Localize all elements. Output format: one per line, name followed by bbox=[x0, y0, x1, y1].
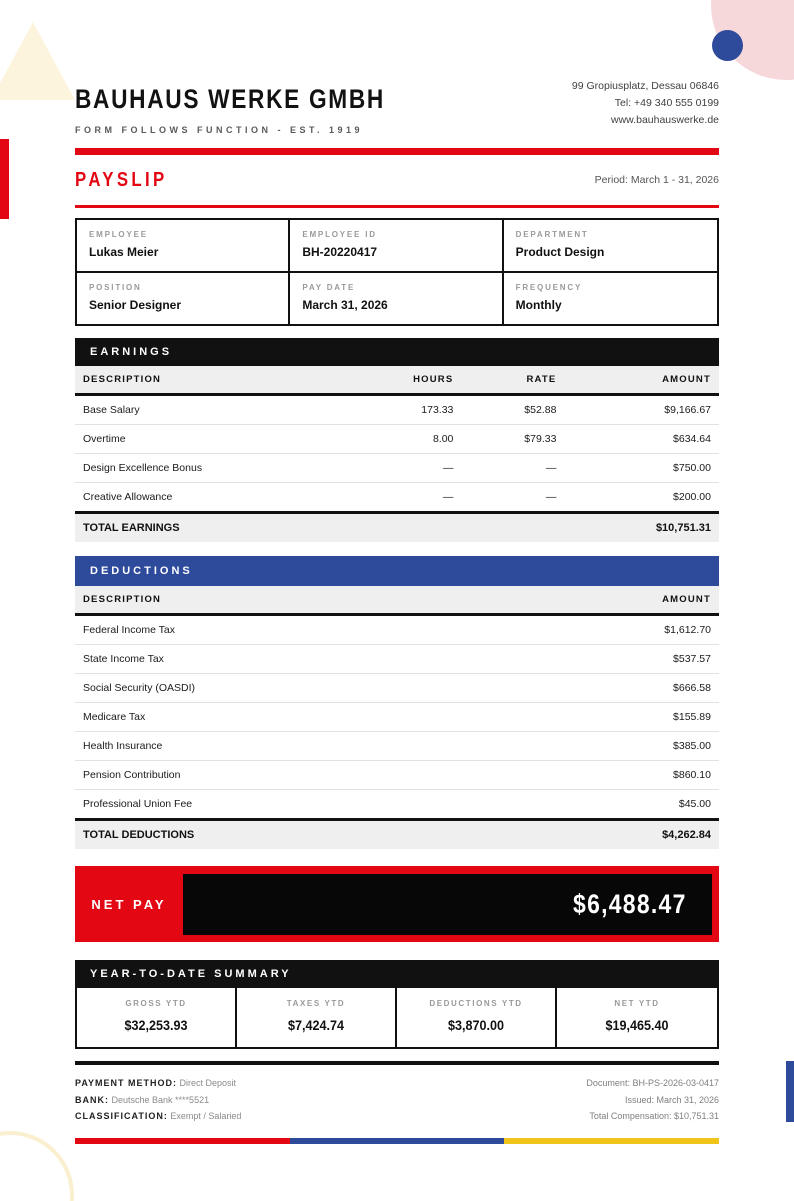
table-row bbox=[75, 483, 719, 513]
table-row bbox=[75, 395, 719, 425]
info-value: Monthly bbox=[515, 298, 562, 312]
deduction-amount: $155.89 bbox=[526, 703, 719, 732]
info-value: Senior Designer bbox=[89, 298, 182, 312]
deduction-description: Professional Union Fee bbox=[75, 790, 526, 820]
ytd-cell-gross bbox=[77, 988, 237, 1047]
deduction-amount: $45.00 bbox=[526, 790, 719, 820]
payment-method-line bbox=[75, 1075, 241, 1092]
ytd-cell-net bbox=[557, 988, 717, 1047]
ytd-section bbox=[75, 960, 719, 1049]
table-row bbox=[75, 732, 719, 761]
earning-hours: — bbox=[371, 454, 461, 483]
deduction-amount: $537.57 bbox=[526, 645, 719, 674]
company-block bbox=[75, 78, 444, 135]
company-contact bbox=[572, 78, 719, 129]
info-value: Lukas Meier bbox=[89, 245, 159, 259]
bank-label: BANK: bbox=[75, 1094, 109, 1105]
total-compensation: Total Compensation: $10,751.31 bbox=[589, 1111, 719, 1121]
column-header-description: DESCRIPTION bbox=[75, 366, 371, 395]
deductions-total-label: TOTAL DEDUCTIONS bbox=[75, 820, 526, 850]
deduction-description: Health Insurance bbox=[75, 732, 526, 761]
deduction-amount: $666.58 bbox=[526, 674, 719, 703]
info-label: PAY DATE bbox=[302, 283, 356, 292]
right-blue-bar-decoration bbox=[786, 1061, 794, 1122]
column-header-hours: HOURS bbox=[371, 366, 461, 395]
earnings-table bbox=[75, 366, 719, 542]
earnings-header-bar: EARNINGS bbox=[75, 338, 719, 366]
ytd-label: DEDUCTIONS YTD bbox=[429, 999, 523, 1008]
table-row bbox=[75, 674, 719, 703]
column-header-rate: RATE bbox=[461, 366, 564, 395]
deduction-description: Social Security (OASDI) bbox=[75, 674, 526, 703]
table-row bbox=[75, 761, 719, 790]
earnings-total-row bbox=[75, 513, 719, 543]
triangle-decoration bbox=[0, 22, 75, 100]
deduction-amount: $385.00 bbox=[526, 732, 719, 761]
bank-value: Deutsche Bank ****5521 bbox=[111, 1094, 210, 1105]
deductions-total-amount: $4,262.84 bbox=[526, 820, 719, 850]
tricolor-yellow-segment bbox=[504, 1138, 719, 1144]
earning-hours: — bbox=[371, 483, 461, 513]
info-label: DEPARTMENT bbox=[515, 230, 589, 239]
earning-amount: $750.00 bbox=[564, 454, 719, 483]
net-pay-banner bbox=[75, 866, 719, 942]
payment-method-value: Direct Deposit bbox=[179, 1078, 237, 1088]
company-name: BAUHAUS WERKE GMBH bbox=[75, 84, 385, 114]
page-title: PAYSLIP bbox=[75, 168, 168, 191]
ytd-cell-deductions bbox=[397, 988, 557, 1047]
info-label: FREQUENCY bbox=[515, 283, 583, 292]
table-row bbox=[75, 703, 719, 732]
column-header-description: DESCRIPTION bbox=[75, 586, 526, 615]
company-tagline: FORM FOLLOWS FUNCTION - EST. 1919 bbox=[75, 125, 364, 135]
table-row bbox=[75, 645, 719, 674]
company-website: www.bauhauswerke.de bbox=[611, 114, 719, 126]
table-row bbox=[75, 454, 719, 483]
deductions-header-bar: DEDUCTIONS bbox=[75, 556, 719, 586]
ytd-cell-taxes bbox=[237, 988, 397, 1047]
table-row bbox=[75, 790, 719, 820]
title-divider bbox=[75, 205, 719, 208]
employee-info-table bbox=[75, 218, 719, 326]
header bbox=[75, 0, 719, 135]
deduction-description: Medicare Tax bbox=[75, 703, 526, 732]
earnings-column-headers bbox=[75, 366, 719, 395]
earning-description: Creative Allowance bbox=[75, 483, 371, 513]
deduction-amount: $1,612.70 bbox=[526, 615, 719, 645]
earning-rate: — bbox=[461, 454, 564, 483]
document-number: Document: BH-PS-2026-03-0417 bbox=[586, 1078, 719, 1088]
deduction-amount: $860.10 bbox=[526, 761, 719, 790]
info-label: POSITION bbox=[89, 283, 142, 292]
payment-method-label: PAYMENT METHOD: bbox=[75, 1078, 178, 1088]
ytd-label: NET YTD bbox=[614, 999, 660, 1008]
payslip-title-row bbox=[75, 155, 719, 205]
info-value: BH-20220417 bbox=[302, 245, 378, 259]
classification-label: CLASSIFICATION: bbox=[75, 1111, 168, 1121]
left-red-bar-decoration bbox=[0, 139, 9, 219]
ytd-label: TAXES YTD bbox=[286, 999, 346, 1008]
classification-line bbox=[75, 1108, 241, 1125]
pay-period: Period: March 1 - 31, 2026 bbox=[594, 174, 719, 186]
column-header-amount: AMOUNT bbox=[526, 586, 719, 615]
net-pay-box bbox=[183, 874, 712, 935]
info-cell-employee-id bbox=[290, 220, 503, 273]
ytd-label: GROSS YTD bbox=[125, 999, 187, 1008]
net-pay-amount: $6,488.47 bbox=[573, 889, 687, 919]
earning-amount: $9,166.67 bbox=[564, 395, 719, 425]
ytd-value: $3,870.00 bbox=[447, 1017, 505, 1033]
earning-hours: 173.33 bbox=[371, 395, 461, 425]
earning-hours: 8.00 bbox=[371, 425, 461, 454]
earning-rate: — bbox=[461, 483, 564, 513]
earning-description: Base Salary bbox=[75, 395, 371, 425]
deduction-description: Federal Income Tax bbox=[75, 615, 526, 645]
net-pay-label: NET PAY bbox=[91, 896, 167, 912]
earning-rate: $79.33 bbox=[461, 425, 564, 454]
ring-decoration bbox=[0, 1131, 74, 1201]
ytd-header-bar: YEAR-TO-DATE SUMMARY bbox=[75, 960, 719, 988]
earning-description: Design Excellence Bonus bbox=[75, 454, 371, 483]
footer bbox=[75, 1061, 719, 1144]
info-label: EMPLOYEE bbox=[89, 230, 148, 239]
tricolor-blue-segment bbox=[290, 1138, 505, 1144]
info-cell-employee bbox=[77, 220, 290, 273]
footer-payment-details bbox=[75, 1075, 241, 1125]
footer-document-details bbox=[586, 1075, 719, 1125]
header-divider bbox=[75, 148, 719, 155]
bank-line bbox=[75, 1092, 241, 1109]
table-row bbox=[75, 425, 719, 454]
earnings-total-label: TOTAL EARNINGS bbox=[75, 513, 564, 543]
info-value: Product Design bbox=[515, 245, 605, 259]
table-row bbox=[75, 615, 719, 645]
info-value: March 31, 2026 bbox=[302, 298, 388, 312]
info-label: EMPLOYEE ID bbox=[302, 230, 377, 239]
info-cell-department bbox=[504, 220, 717, 273]
earnings-total-amount: $10,751.31 bbox=[564, 513, 719, 543]
tricolor-bar bbox=[75, 1138, 719, 1144]
deductions-table bbox=[75, 586, 719, 849]
classification-value: Exempt / Salaried bbox=[170, 1111, 242, 1121]
tricolor-red-segment bbox=[75, 1138, 290, 1144]
info-cell-frequency bbox=[504, 273, 717, 324]
earning-amount: $200.00 bbox=[564, 483, 719, 513]
deduction-description: State Income Tax bbox=[75, 645, 526, 674]
ytd-value: $19,465.40 bbox=[605, 1017, 669, 1033]
ytd-value: $32,253.93 bbox=[124, 1017, 188, 1033]
deductions-section bbox=[75, 556, 719, 849]
issued-date: Issued: March 31, 2026 bbox=[624, 1094, 719, 1105]
info-cell-pay-date bbox=[290, 273, 503, 324]
earning-rate: $52.88 bbox=[461, 395, 564, 425]
column-header-amount: AMOUNT bbox=[564, 366, 719, 395]
earnings-section bbox=[75, 338, 719, 542]
company-address: 99 Gropiusplatz, Dessau 06846 bbox=[571, 80, 719, 92]
info-cell-position bbox=[77, 273, 290, 324]
deductions-column-headers bbox=[75, 586, 719, 615]
footer-divider bbox=[75, 1061, 719, 1065]
earning-description: Overtime bbox=[75, 425, 371, 454]
earning-amount: $634.64 bbox=[564, 425, 719, 454]
deduction-description: Pension Contribution bbox=[75, 761, 526, 790]
ytd-value: $7,424.74 bbox=[287, 1017, 345, 1033]
deductions-total-row bbox=[75, 820, 719, 850]
ytd-grid bbox=[75, 988, 719, 1049]
company-phone: Tel: +49 340 555 0199 bbox=[614, 97, 719, 109]
